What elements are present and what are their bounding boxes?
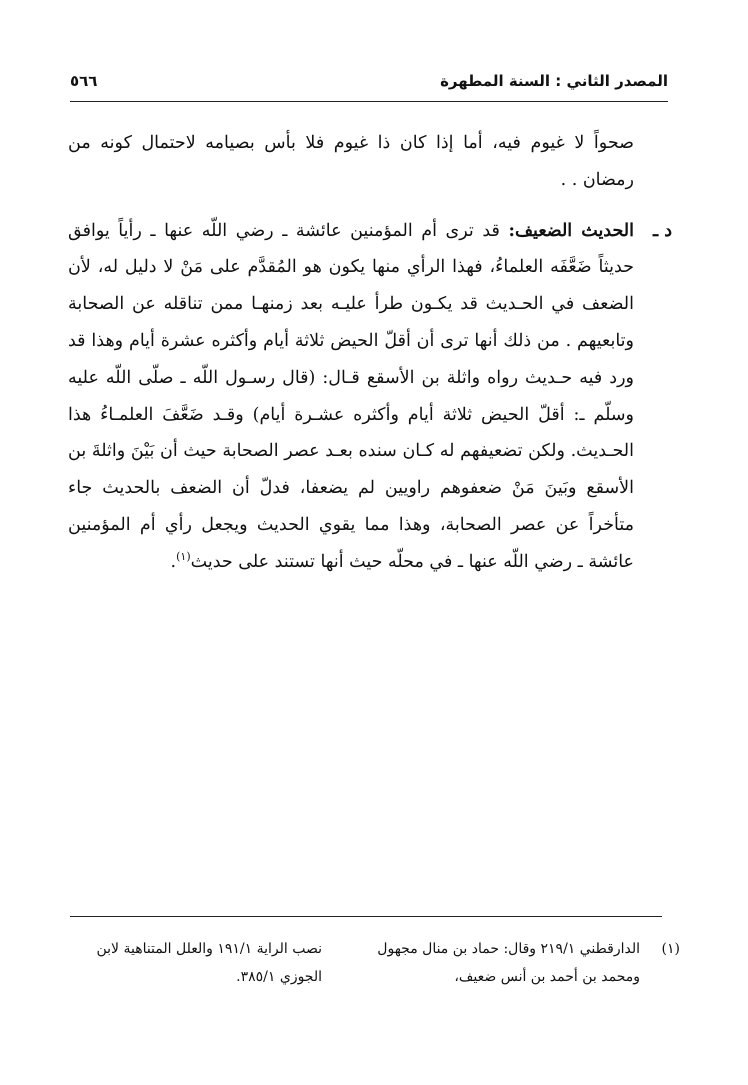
paragraph-text: قد ترى أم المؤمنين عائشة ـ رضي اللّه عنها ـ رأياً يوافق حديثاً ضَعَّفَه العلماءُ، فهذا الرأي منها يكون هو المُقدَّم على مَنْ لا دليل له، لأن الضعف في الحـديث قد يكـون طرأ عليـه بعد زمنهـا ممن تناقله عن الصحابة وتابعيهم . من ذلك أنها ترى أن أقلّ الحيض ثلاثة أيام وأكثره عشرة أيام وهذا قد ورد فيه حـديث رواه واثلة بن الأسقع قـال: (قال رسـول اللّه ـ صلّى اللّه عليه وسلّم ـ: أقلّ الحيض ثلاثة أيام وأكثره عشـرة أيام) وقـد ضَعَّفَ العلمـاءُ هذا الحـديث. ولكن تضعيفهم له كـان سنده بعـد عصر الصحابة حيث أن بَيْنَ واثلةَ بن الأسقع وبَينَ مَنْ ضعفوهم راويين لم يضعفا، فدلّ أن الضعف بالحديث جاء متأخراً عن عصر الصحابة، وهذا مما يقوي الحديث ويجعل رأي أم المؤمنين عائشة ـ رضي اللّه عنها ـ في محلّه حيث أنها تستند على حديث [68,220,634,572]
page-number: ٥٦٦ [70,72,98,90]
paragraph-end: . [170,551,177,572]
footnote-text-column-1: الدارقطني ٢١٩/١ وقال: حماد بن منال مجهول ومحمد بن أحمد بن أنس ضعيف، [377,941,640,985]
main-text [68,125,672,581]
footnotes [60,935,680,995]
item-marker: د ـ [652,220,672,241]
paragraph: صحواً لا غيوم فيه، أما إذا كان ذا غيوم فلا بأس بصيامه لاحتمال كونه من رمضان . . [68,133,634,190]
footnote-reference[interactable]: (١) [176,549,191,563]
section-term: الحديث الضعيف: [508,220,634,241]
footnote-text-column-2: نصب الراية ١٩١/١ والعلل المتناهية لابن الجوزي ٣٨٥/١. [96,941,322,985]
chapter-title: المصدر الثاني : السنة المطهرة [440,72,668,90]
paragraph-weak-hadith [68,213,672,581]
header-rule [70,101,668,102]
footnote-separator [70,916,662,917]
running-header [70,66,668,96]
footnote-number: (١) [661,941,680,957]
